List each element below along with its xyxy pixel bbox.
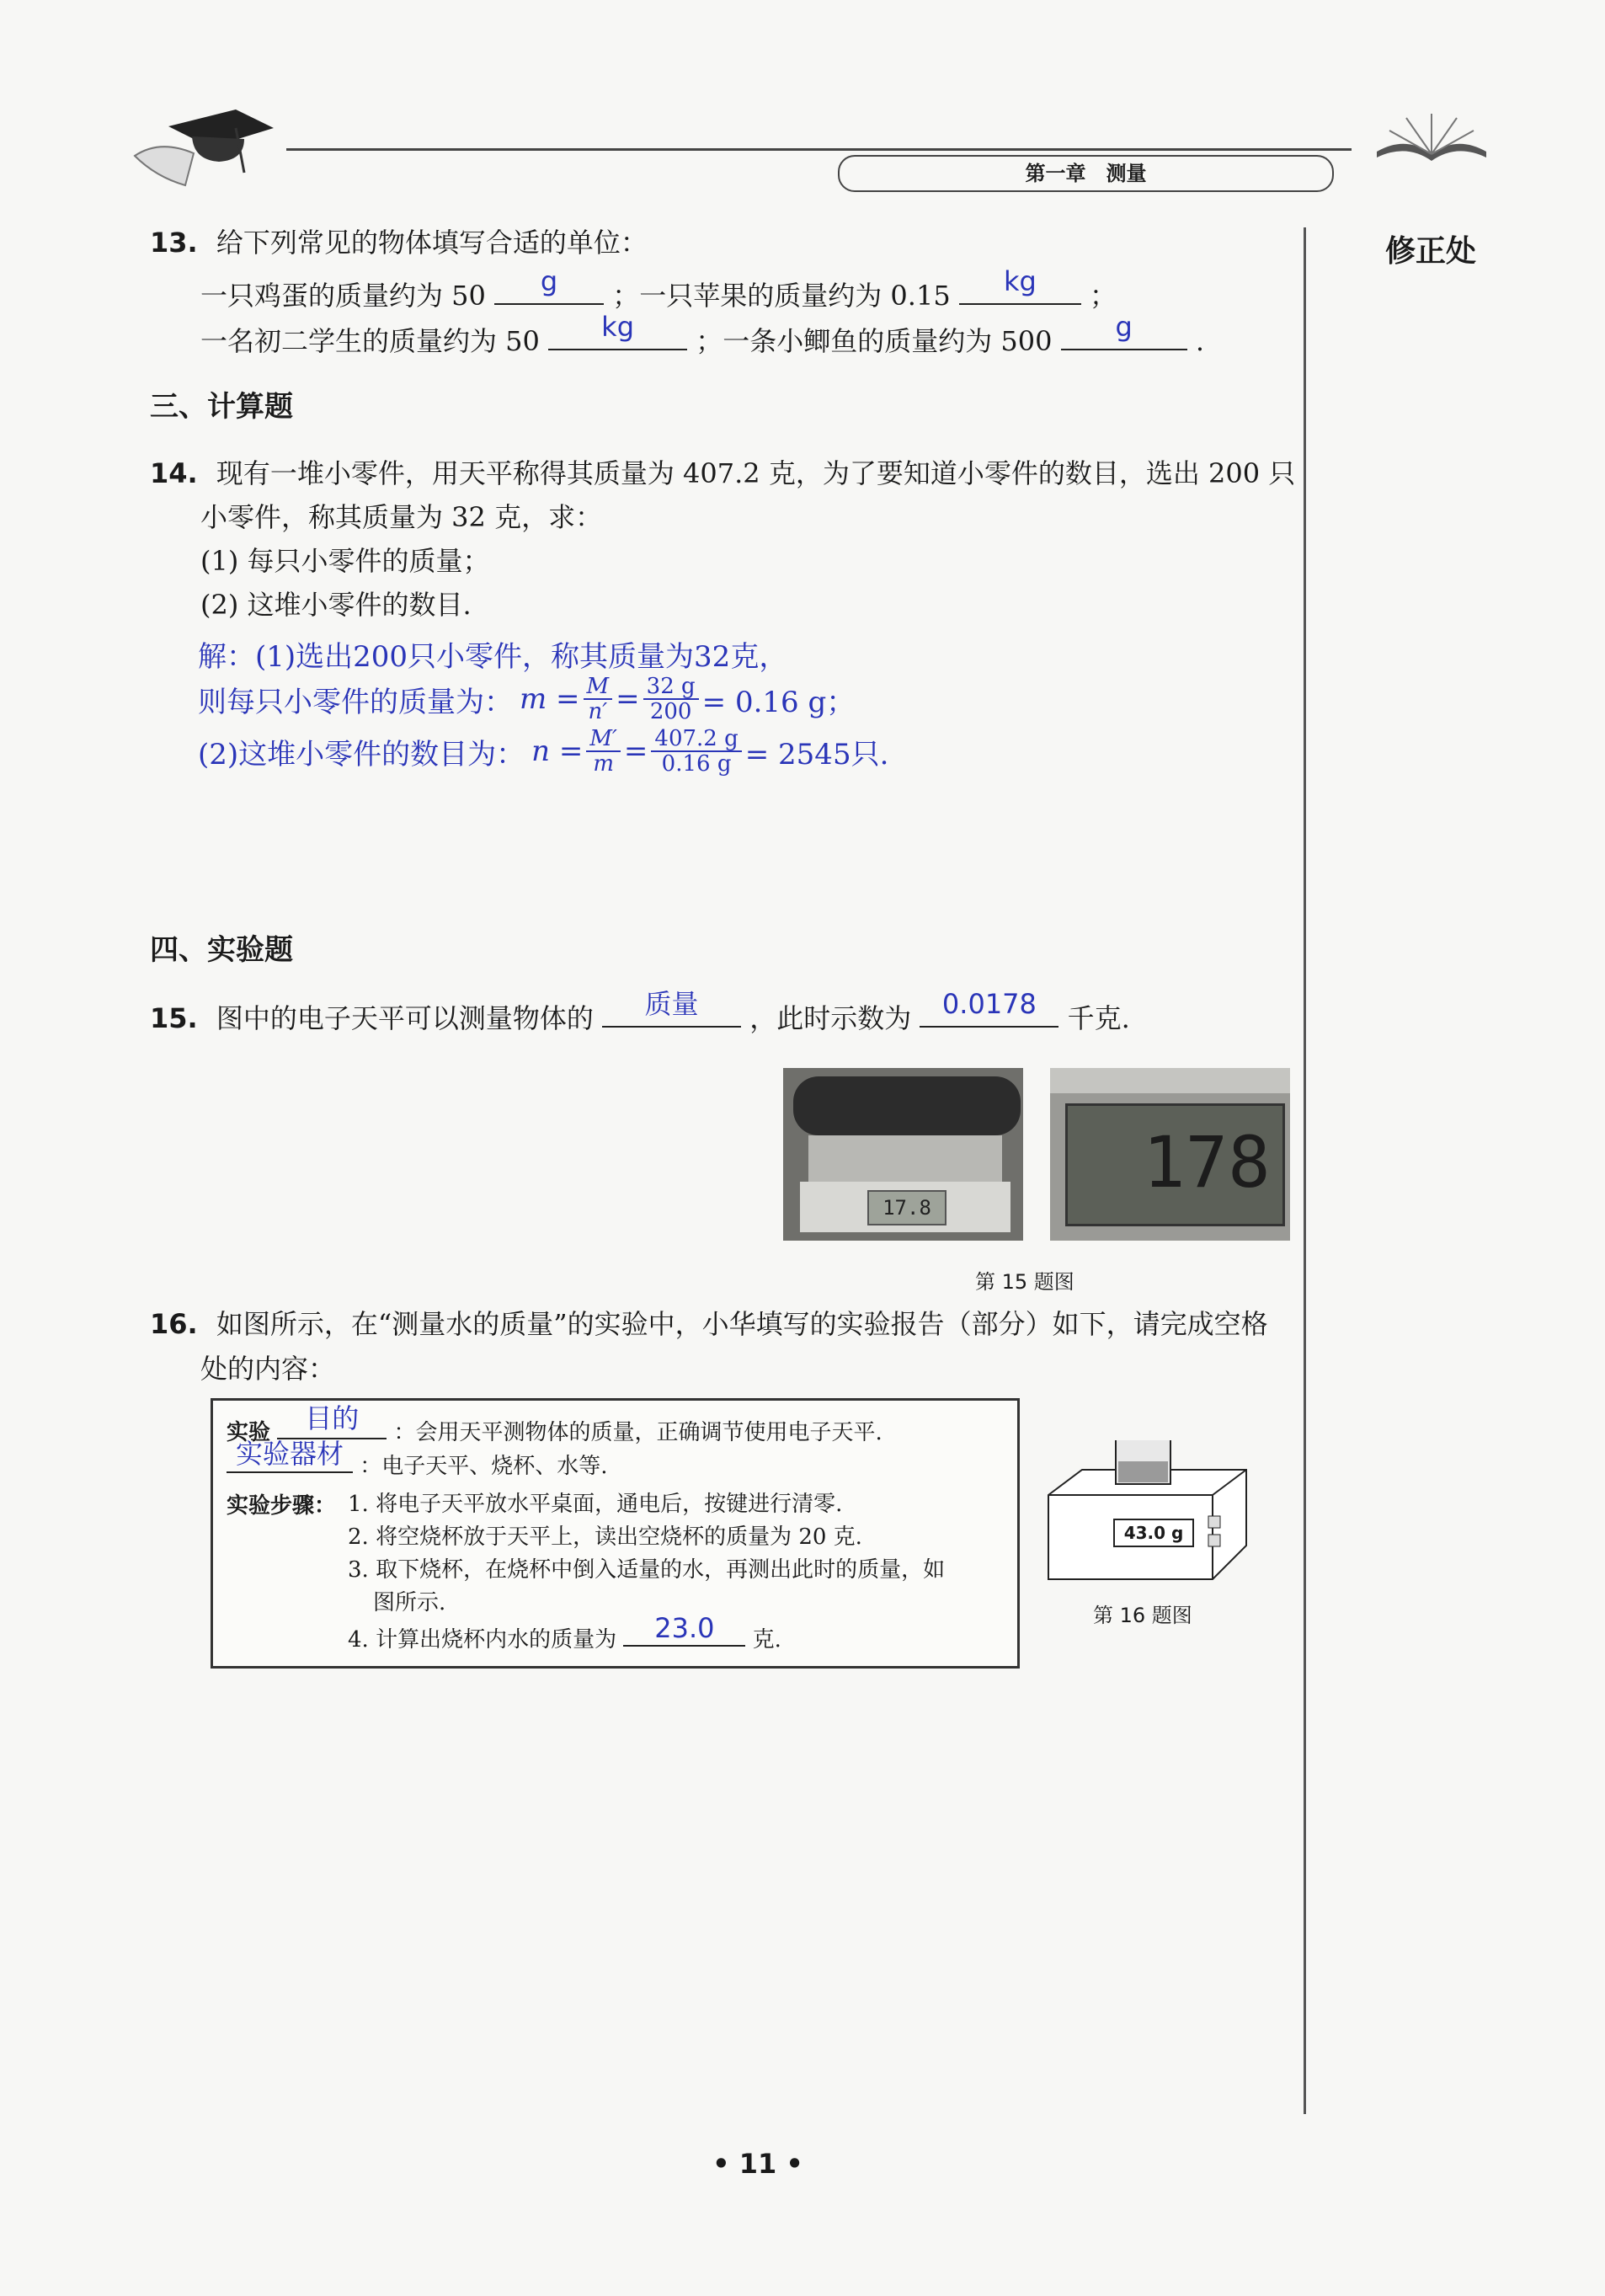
- answer-blank[interactable]: [920, 988, 1058, 1028]
- q14-stem-line2: 小零件，称其质量为 32 克，求：: [200, 501, 603, 533]
- fraction: [651, 727, 741, 776]
- fraction-num: 407.2 g: [651, 727, 741, 752]
- q16: [150, 1307, 1268, 1341]
- experiment-report-box: [211, 1398, 1020, 1669]
- report-text: ：电子天平、烧杯、水等.: [360, 1454, 608, 1479]
- fraction-den: 0.16 g: [661, 751, 732, 777]
- answer-text: kg: [1003, 265, 1037, 297]
- report-label: 实验: [227, 1420, 271, 1445]
- question-stem: 如图所示，在“测量水的质量”的实验中，小华填写的实验报告（部分）如下，请完成空格: [216, 1308, 1268, 1340]
- q14-sub2: (2) 这堆小零件的数目.: [200, 589, 472, 621]
- answer-text: kg: [601, 311, 634, 343]
- scale-display-small: 17.8: [867, 1190, 946, 1225]
- answer-blank[interactable]: [602, 988, 741, 1028]
- fraction-num: M: [584, 675, 613, 700]
- fraction: [586, 727, 621, 776]
- scale-figure: [1044, 1432, 1250, 1583]
- question-text: ，此时示数为: [749, 1002, 912, 1034]
- q14: [150, 457, 1295, 490]
- chapter-banner: 第一章 测量: [838, 155, 1334, 192]
- margin-title: 修正处: [1385, 234, 1477, 269]
- report-row-equipment: [227, 1438, 608, 1480]
- scale-photo-left: [783, 1068, 1023, 1241]
- section-heading: 四、实验题: [150, 933, 293, 967]
- question-number: 14.: [150, 457, 198, 489]
- page-number: • 11 •: [712, 2148, 803, 2180]
- q16-stem-line2: 处的内容：: [200, 1353, 336, 1385]
- answer-blank[interactable]: [494, 265, 604, 305]
- header-logo: [126, 93, 278, 194]
- report-step: 3. 取下烧杯，在烧杯中倒入适量的水，再测出此时的质量，如: [348, 1557, 946, 1583]
- question-stem: 给下列常见的物体填写合适的单位：: [216, 227, 648, 259]
- solution-text: 则每只小零件的质量为：: [198, 685, 513, 719]
- q13-line2: [200, 311, 1205, 358]
- answer-text: 0.0178: [941, 988, 1037, 1020]
- report-steps-label: [227, 1488, 336, 1519]
- header-book-icon: [1373, 105, 1490, 164]
- solution-math: m =: [520, 682, 580, 716]
- q13-text: 一只鸡蛋的质量约为 50: [200, 280, 486, 312]
- fraction-num: 32 g: [643, 675, 699, 700]
- header-rule: [286, 148, 1352, 151]
- question-stem: 现有一堆小零件，用天平称得其质量为 407.2 克，为了要知道小零件的数目，选出 200 只: [216, 457, 1296, 489]
- question-number: 16.: [150, 1308, 198, 1340]
- section-heading: 三、计算题: [150, 390, 293, 424]
- question-number: 15.: [150, 1002, 198, 1034]
- q13-line1: [200, 265, 1117, 312]
- fraction-den: 200: [649, 699, 692, 724]
- q13: [150, 226, 648, 259]
- solution-text: (2)这堆小零件的数目为：: [198, 737, 525, 772]
- report-step: 1. 将电子天平放水平桌面，通电后，按键进行清零.: [348, 1492, 843, 1517]
- answer-text: g: [540, 265, 558, 297]
- answer-blank[interactable]: [227, 1438, 353, 1473]
- fraction: [584, 675, 613, 724]
- question-number: 13.: [150, 227, 198, 259]
- report-label: 实验步骤：: [227, 1493, 337, 1519]
- q14-solution-line3: [198, 726, 888, 777]
- q13-text: ；: [1090, 280, 1117, 312]
- fraction-den: n′: [588, 699, 608, 724]
- solution-result: = 2545只.: [744, 737, 889, 772]
- scale-photo-right: [1050, 1068, 1290, 1241]
- report-text: ：会用天平测物体的质量，正确调节使用电子天平.: [393, 1420, 882, 1445]
- scale-display-large: 178: [1143, 1121, 1271, 1204]
- report-step: [348, 1612, 945, 1657]
- question-text: 千克.: [1067, 1002, 1130, 1034]
- fraction: [643, 675, 699, 724]
- q13-text: 一名初二学生的质量约为 50: [200, 325, 540, 357]
- q14-sub1: (1) 每只小零件的质量；: [200, 545, 490, 577]
- answer-text: 质量: [644, 988, 699, 1020]
- report-step: 2. 将空烧杯放于天平上，读出空烧杯的质量为 20 克.: [348, 1524, 862, 1550]
- answer-text: 23.0: [654, 1612, 715, 1644]
- margin-divider: [1304, 227, 1306, 2114]
- fraction-den: m: [593, 751, 614, 777]
- q13-text: .: [1195, 325, 1205, 357]
- question-text: 图中的电子天平可以测量物体的: [216, 1002, 594, 1034]
- q14-solution-line1: 解：(1)选出200只小零件，称其质量为32克，: [198, 640, 788, 674]
- answer-blank[interactable]: [959, 265, 1081, 305]
- q13-text: ；一条小鲫鱼的质量约为 500: [696, 325, 1053, 357]
- q15: [150, 988, 1130, 1035]
- equals-sign: =: [623, 734, 648, 768]
- figure-caption: 第 15 题图: [975, 1270, 1074, 1294]
- fraction-num: M′: [586, 727, 621, 752]
- figure-caption: 第 16 题图: [1093, 1604, 1192, 1627]
- answer-text: g: [1115, 311, 1133, 343]
- q14-solution-line2: [198, 674, 855, 724]
- solution-math: n =: [531, 734, 584, 768]
- solution-result: = 0.16 g；: [701, 685, 856, 719]
- report-step: 图所示.: [373, 1590, 446, 1615]
- report-text: 4. 计算出烧杯内水的质量为: [348, 1627, 617, 1653]
- answer-blank[interactable]: [1061, 311, 1187, 350]
- answer-blank[interactable]: [548, 311, 687, 350]
- q13-text: ；一只苹果的质量约为 0.15: [612, 280, 951, 312]
- answer-text: 实验器材: [235, 1438, 344, 1470]
- equals-sign: =: [616, 682, 640, 716]
- answer-blank[interactable]: [623, 1612, 745, 1647]
- report-steps: [348, 1488, 945, 1657]
- scale-reading: 43.0 g: [1113, 1519, 1194, 1547]
- answer-text: 目的: [305, 1402, 360, 1434]
- report-text: 克.: [752, 1627, 781, 1653]
